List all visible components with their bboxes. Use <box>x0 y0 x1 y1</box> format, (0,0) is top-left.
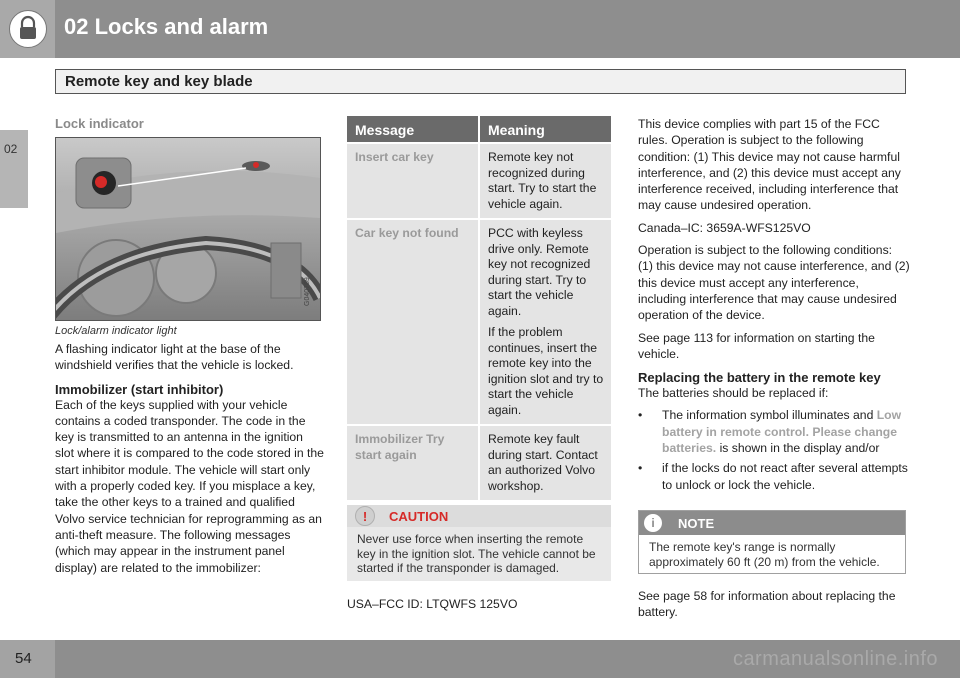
note-text: The remote key's range is normally approximately 60 ft (20 m) from the vehicle. <box>649 540 880 569</box>
battery-heading: Replacing the battery in the remote key <box>638 370 881 386</box>
header-bar <box>0 0 960 58</box>
footer-page-box <box>0 640 55 678</box>
caution-header <box>347 505 611 527</box>
photo-caption: Lock/alarm indicator light <box>55 325 177 337</box>
canada-ic: Canada–IC: 3659A-WFS125VO <box>638 220 811 235</box>
meaning-text: PCC with keyless drive only. Remote key not recognized during start. Try to start the vehicle again. <box>488 226 591 318</box>
immobilizer-heading: Immobilizer (start inhibitor) <box>55 381 224 397</box>
table-header <box>347 116 611 142</box>
chapter-title: 02 Locks and alarm <box>64 14 269 39</box>
bullet-icon: • <box>638 461 643 476</box>
immobilizer-text: Each of the keys supplied with your vehicle contains a coded transponder. The code in the key is transmitted to an antenna in the ignition slot where it is compared to the code stored in the start inhibitor module. The vehicle will start only with a properly coded key. If you misplace a key, take the other keys to a trained and qualified Volvo service technician for reprogramming as an anti-theft measure. The following messages (which may appear in the instrument panel display) are related to the immobilizer: <box>55 397 324 575</box>
table-cell-message: Car key not found <box>355 226 459 240</box>
list-item <box>638 460 910 493</box>
fcc-compliance-text: This device complies with part 15 of the FCC rules. Operation is subject to the following condition: (1) This device may not cause harmful interference, and (2) this device must accept any interference received, including interference that may cause undesired operation. <box>638 117 901 213</box>
immobilizer-message-table <box>347 116 611 500</box>
table-row <box>347 218 611 424</box>
page-number: 54 <box>15 650 32 667</box>
table-cell-message: Insert car key <box>355 150 434 164</box>
warning-icon: ! <box>355 506 375 526</box>
meaning-text: Remote key not recognized during start. Try to start the vehicle again. <box>488 150 597 211</box>
battery-intro: The batteries should be replaced if: <box>638 386 829 401</box>
list-item <box>638 407 910 456</box>
lock-icon <box>9 10 47 48</box>
watermark: carmanualsonline.info <box>732 648 938 670</box>
column-right <box>638 116 910 497</box>
note-box <box>638 510 906 574</box>
lock-indicator-text: A flashing indicator light at the base of the windshield verifies that the vehicle is locked. <box>55 342 294 373</box>
chapter-side-tab[interactable] <box>0 130 28 208</box>
bullet-text: is shown in the display and/or <box>716 441 880 456</box>
table-row <box>347 142 611 218</box>
section-title: Remote key and key blade <box>65 73 253 90</box>
footer-bar <box>0 640 960 678</box>
photo-code: G040789 <box>304 277 311 306</box>
table-header-message: Message <box>355 122 415 138</box>
bullet-text: The information symbol illuminates and <box>662 408 877 423</box>
table-cell-meaning <box>478 144 611 218</box>
column-left <box>55 116 325 576</box>
table-cell-meaning <box>478 426 611 500</box>
table-cell-meaning <box>478 220 611 424</box>
dashboard-illustration <box>56 138 320 320</box>
info-icon: i <box>644 514 662 532</box>
table-cell-message: Immobilizer Try start again <box>355 432 445 462</box>
meaning-text: Remote key fault during start. Contact an authorized Volvo workshop. <box>488 432 598 493</box>
lock-indicator-heading: Lock indicator <box>55 116 144 131</box>
meaning-text: If the problem continues, insert the remote key into the ignition slot and try to start the vehicle again. <box>488 325 604 417</box>
display-message: Low battery in remote control. Please change batteries. <box>662 408 902 456</box>
table-header-meaning: Meaning <box>478 116 611 142</box>
see-page-battery: See page 58 for information about replacing the battery. <box>638 589 896 620</box>
caution-title: CAUTION <box>389 508 449 524</box>
section-header <box>55 69 906 94</box>
note-title: NOTE <box>678 515 715 531</box>
chapter-badge <box>0 0 55 58</box>
battery-conditions-list <box>638 407 910 492</box>
side-tab-label: 02 <box>4 142 18 156</box>
bullet-text: if the locks do not react after several attempts to unlock or lock the vehicle. <box>662 461 908 492</box>
caution-text: Never use force when inserting the remote key in the ignition slot. The vehicle cannot be started if the transponder is damaged. <box>357 532 596 575</box>
lock-indicator-photo <box>55 137 321 321</box>
note-header <box>639 511 905 535</box>
canada-text: Operation is subject to the following conditions: (1) this device may not cause interference, and (2) this device must accept any interference, including interference that may cause undesired operation of the device. <box>638 243 910 323</box>
fcc-id: USA–FCC ID: LTQWFS 125VO <box>347 597 518 611</box>
see-page-starting: See page 113 for information on starting the vehicle. <box>638 330 875 361</box>
table-row <box>347 424 611 500</box>
caution-box <box>347 505 611 581</box>
bullet-icon: • <box>638 408 643 423</box>
